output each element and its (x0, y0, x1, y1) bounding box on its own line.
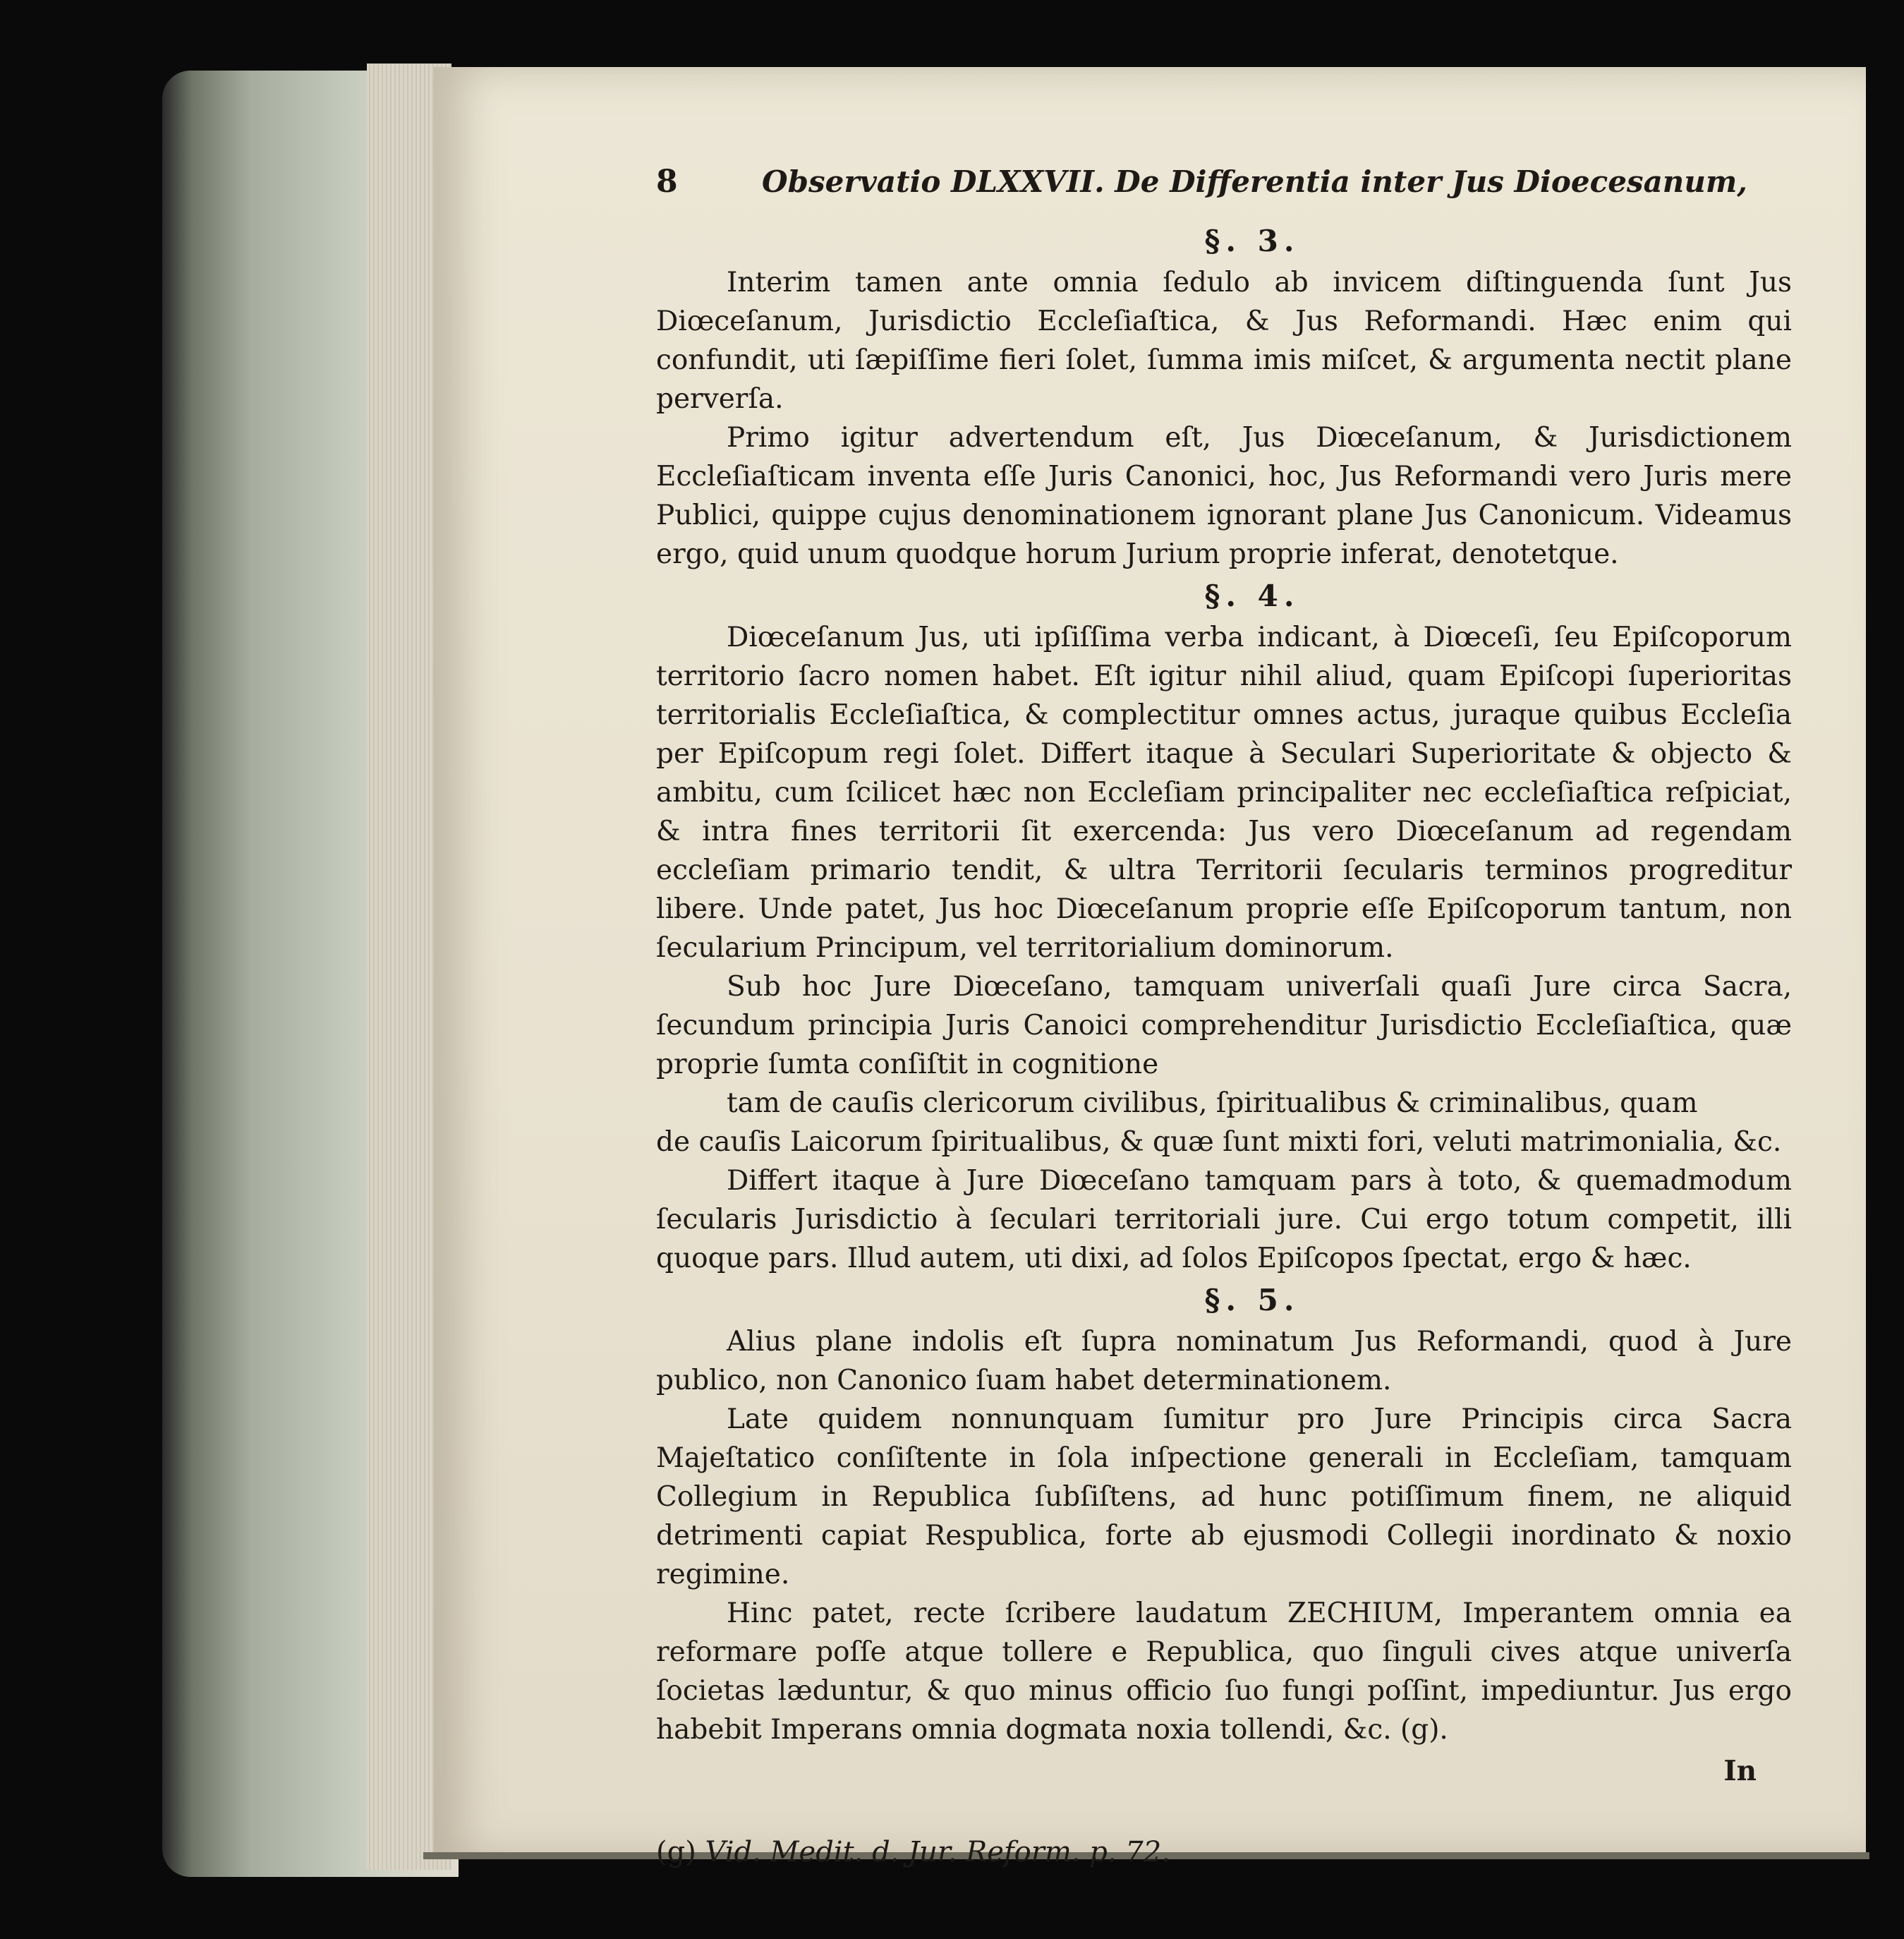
page-header (656, 162, 1792, 219)
paragraph: Hinc patet, recte ſcribere laudatum ZECHIUM, Imperantem omnia ea reformare poſſe atque tollere e Republica, quo ſinguli cives atque univerſa ſocietas læduntur, & quo minus officio ſuo fungi poſſint, impediuntur. Jus ergo habebit Imperans omnia dogmata noxia tollendi, &c. (g). (656, 1597, 1792, 1746)
section-mark: §. 4. (1204, 579, 1300, 613)
paragraph: Late quidem nonnunquam ſumitur pro Jure Principis circa Sacra Majeſtatico conſiſtente in ſola inſpectione generali in Eccleſiam, tamquam Collegium in Republica ſubſiſtens, ad hunc potiſſimum finem, ne aliquid detrimenti capiat Respublica, forte ab ejusmodi Collegii inordinato & noxio regimine. (656, 1403, 1792, 1590)
paragraph-inset: tam de cauſis clericorum civilibus, ſpiritualibus & criminalibus, quam (727, 1087, 1698, 1119)
paragraph: Primo igitur advertendum eſt, Jus Diœceſanum, & Jurisdictionem Eccleſiaſticam inventa eſſe Juris Canonici, hoc, Jus Reformandi vero Juris mere Publici, quippe cujus denominationem ignorant plane Jus Canonicum. Videamus ergo, quid unum quodque horum Jurium proprie inferat, denotetque. (656, 422, 1792, 570)
paragraph-continuation: de cauſis Laicorum ſpiritualibus, & quæ ſunt mixti fori, veluti matrimonialia, &c. (656, 1126, 1782, 1158)
page-content (656, 162, 1792, 1872)
section-5 (656, 1281, 1792, 1749)
section-4 (656, 576, 1792, 1278)
paragraph: Sub hoc Jure Diœceſano, tamquam univerſali quaſi Jure circa Sacra, ſecundum principia Juris Canoici comprehenditur Jurisdictio Eccleſiaſtica, quæ proprie ſumta conſiſtit in cognitione (656, 971, 1792, 1080)
paragraph: Differt itaque à Jure Diœceſano tamquam pars à toto, & quemadmodum ſecularis Jurisdictio à ſeculari territoriali jure. Cui ergo totum competit, illi quoque pars. Illud autem, uti dixi, ad ſolos Epiſcopos ſpectat, ergo & hæc. (656, 1165, 1792, 1274)
section-3 (656, 222, 1792, 574)
footnote (656, 1833, 1792, 1872)
running-head: Observatio DLXXVII. De Differentia inter Jus Dioecesanum, (762, 164, 1747, 199)
page-number: 8 (656, 164, 678, 200)
paragraph: Diœceſanum Jus, uti ipſiſſima verba indicant, à Diœceſi, ſeu Epiſcoporum territorio ſacro nomen habet. Eſt igitur nihil aliud, quam Epiſcopi ſuperioritas territorialis Eccleſiaſtica, & complectitur omnes actus, juraque quibus Eccleſia per Epiſcopum regi ſolet. Differt itaque à Seculari Superioritate & objecto & ambitu, cum ſcilicet hæc non Eccleſiam principaliter nec eccleſiaſtica reſpiciat, & intra fines territorii ſit exercenda: Jus vero Diœceſanum ad regendam eccleſiam primario tendit, & ultra Territorii ſecularis terminos progreditur libere. Unde patet, Jus hoc Diœceſanum proprie eſſe Epiſcoporum tantum, non ſecularium Principum, vel territorialium dominorum. (656, 622, 1792, 964)
catchword: In (1723, 1755, 1757, 1787)
section-mark: §. 5. (1204, 1283, 1300, 1317)
section-mark: §. 3. (1204, 224, 1300, 258)
footnote-marker: (g) (656, 1836, 696, 1868)
paragraph: Interim tamen ante omnia ſedulo ab invicem diſtinguenda ſunt Jus Diœceſanum, Jurisdictio Eccleſiaſtica, & Jus Reformandi. Hæc enim qui confundit, uti ſæpiſſime fieri ſolet, ſumma imis miſcet, & argumenta nectit plane perverſa. (656, 267, 1792, 415)
footnote-reference: Vid. Medit. d. Jur. Reform. p. 72. (705, 1836, 1170, 1868)
paragraph: Alius plane indolis eſt ſupra nominatum Jus Reformandi, quod à Jure publico, non Canonico ſuam habet determinationem. (656, 1326, 1792, 1396)
